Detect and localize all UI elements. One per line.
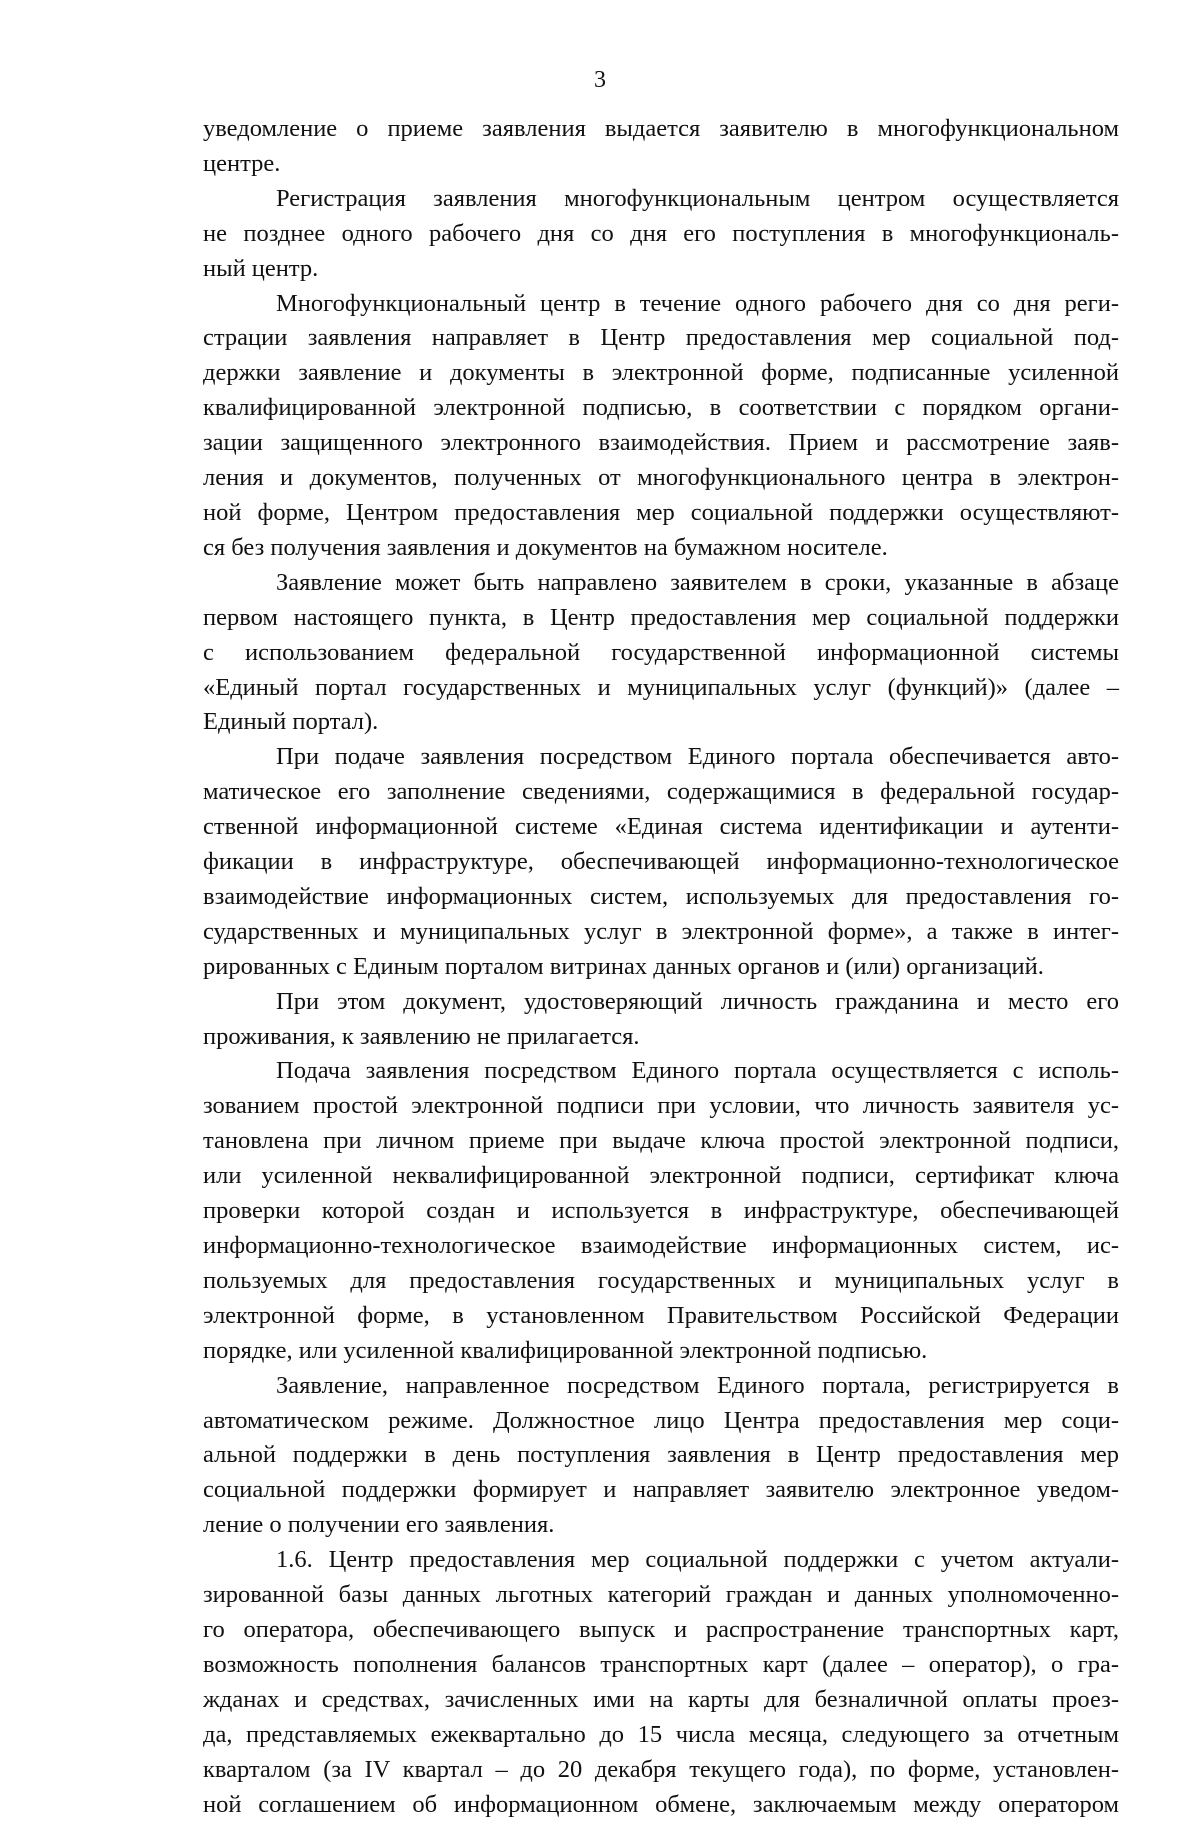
text-line: кварталом (за IV квартал – до 20 декабря текущего года), по форме, установлен- (203, 1753, 1119, 1788)
text-line: тановлена при личном приеме при выдаче ключа простой электронной подписи, (203, 1124, 1119, 1159)
document-body (203, 112, 1119, 1822)
text-line: или усиленной неквалифицированной электронной подписи, сертификат ключа (203, 1159, 1119, 1194)
text-line: При подаче заявления посредством Единого портала обеспечивается авто- (203, 740, 1119, 775)
text-line: Многофункциональный центр в течение одного рабочего дня со дня реги- (203, 287, 1119, 322)
text-line: порядке, или усиленной квалифицированной электронной подписью. (203, 1334, 1119, 1369)
paragraph (203, 566, 1119, 741)
text-line: автоматическом режиме. Должностное лицо Центра предоставления мер соци- (203, 1404, 1119, 1439)
text-line: уведомление о приеме заявления выдается заявителю в многофункциональном (203, 112, 1119, 147)
text-line: ления и документов, полученных от многофункционального центра в электрон- (203, 461, 1119, 496)
paragraph (203, 740, 1119, 984)
text-line: 1.6. Центр предоставления мер социальной поддержки с учетом актуали- (203, 1543, 1119, 1578)
text-line: сударственных и муниципальных услуг в электронной форме», а также в интег- (203, 915, 1119, 950)
text-line: При этом документ, удостоверяющий личность гражданина и место его (203, 985, 1119, 1020)
paragraph (203, 985, 1119, 1055)
text-line: проверки которой создан и используется в инфраструктуре, обеспечивающей (203, 1194, 1119, 1229)
text-line: Заявление может быть направлено заявителем в сроки, указанные в абзаце (203, 566, 1119, 601)
paragraph (203, 112, 1119, 182)
text-line: взаимодействие информационных систем, используемых для предоставления го- (203, 880, 1119, 915)
text-line: не позднее одного рабочего дня со дня его поступления в многофункциональ- (203, 217, 1119, 252)
text-line: Регистрация заявления многофункциональным центром осуществляется (203, 182, 1119, 217)
paragraph (203, 1369, 1119, 1544)
text-line: ственной информационной системе «Единая система идентификации и аутенти- (203, 810, 1119, 845)
text-line: квалифицированной электронной подписью, в соответствии с порядком органи- (203, 391, 1119, 426)
text-line: страции заявления направляет в Центр предоставления мер социальной под- (203, 321, 1119, 356)
text-line: альной поддержки в день поступления заявления в Центр предоставления мер (203, 1438, 1119, 1473)
text-line: матическое его заполнение сведениями, содержащимися в федеральной государ- (203, 775, 1119, 810)
page-number: 3 (0, 66, 1200, 94)
paragraph (203, 287, 1119, 566)
text-line: жданах и средствах, зачисленных ими на карты для безналичной оплаты проез- (203, 1683, 1119, 1718)
text-line: зированной базы данных льготных категорий граждан и данных уполномоченно- (203, 1578, 1119, 1613)
text-line: зации защищенного электронного взаимодействия. Прием и рассмотрение заяв- (203, 426, 1119, 461)
text-line: зованием простой электронной подписи при условии, что личность заявителя ус- (203, 1089, 1119, 1124)
text-line: с использованием федеральной государственной информационной системы (203, 636, 1119, 671)
text-line: держки заявление и документы в электронной форме, подписанные усиленной (203, 356, 1119, 391)
text-line: да, представляемых ежеквартально до 15 числа месяца, следующего за отчетным (203, 1718, 1119, 1753)
text-line: проживания, к заявлению не прилагается. (203, 1020, 1119, 1055)
text-line: ление о получении его заявления. (203, 1508, 1119, 1543)
text-line: Единый портал). (203, 705, 1119, 740)
text-line: электронной форме, в установленном Правительством Российской Федерации (203, 1299, 1119, 1334)
text-line: пользуемых для предоставления государственных и муниципальных услуг в (203, 1264, 1119, 1299)
text-line: го оператора, обеспечивающего выпуск и распространение транспортных карт, (203, 1613, 1119, 1648)
text-line: фикации в инфраструктуре, обеспечивающей информационно-технологическое (203, 845, 1119, 880)
text-line: ной форме, Центром предоставления мер социальной поддержки осуществляют- (203, 496, 1119, 531)
text-line: возможность пополнения балансов транспортных карт (далее – оператор), о гра- (203, 1648, 1119, 1683)
paragraph (203, 1054, 1119, 1368)
text-line: рированных с Единым порталом витринах данных органов и (или) организаций. (203, 950, 1119, 985)
text-line: Заявление, направленное посредством Единого портала, регистрируется в (203, 1369, 1119, 1404)
text-line: первом настоящего пункта, в Центр предоставления мер социальной поддержки (203, 601, 1119, 636)
text-line: ся без получения заявления и документов на бумажном носителе. (203, 531, 1119, 566)
text-line: Подача заявления посредством Единого портала осуществляется с исполь- (203, 1054, 1119, 1089)
paragraph (203, 182, 1119, 287)
text-line: информационно-технологическое взаимодействие информационных систем, ис- (203, 1229, 1119, 1264)
text-line: центре. (203, 147, 1119, 182)
text-line: социальной поддержки формирует и направляет заявителю электронное уведом- (203, 1473, 1119, 1508)
text-line: ной соглашением об информационном обмене, заключаемым между оператором (203, 1788, 1119, 1822)
text-line: «Единый портал государственных и муниципальных услуг (функций)» (далее – (203, 671, 1119, 706)
text-line: ный центр. (203, 252, 1119, 287)
paragraph (203, 1543, 1119, 1822)
